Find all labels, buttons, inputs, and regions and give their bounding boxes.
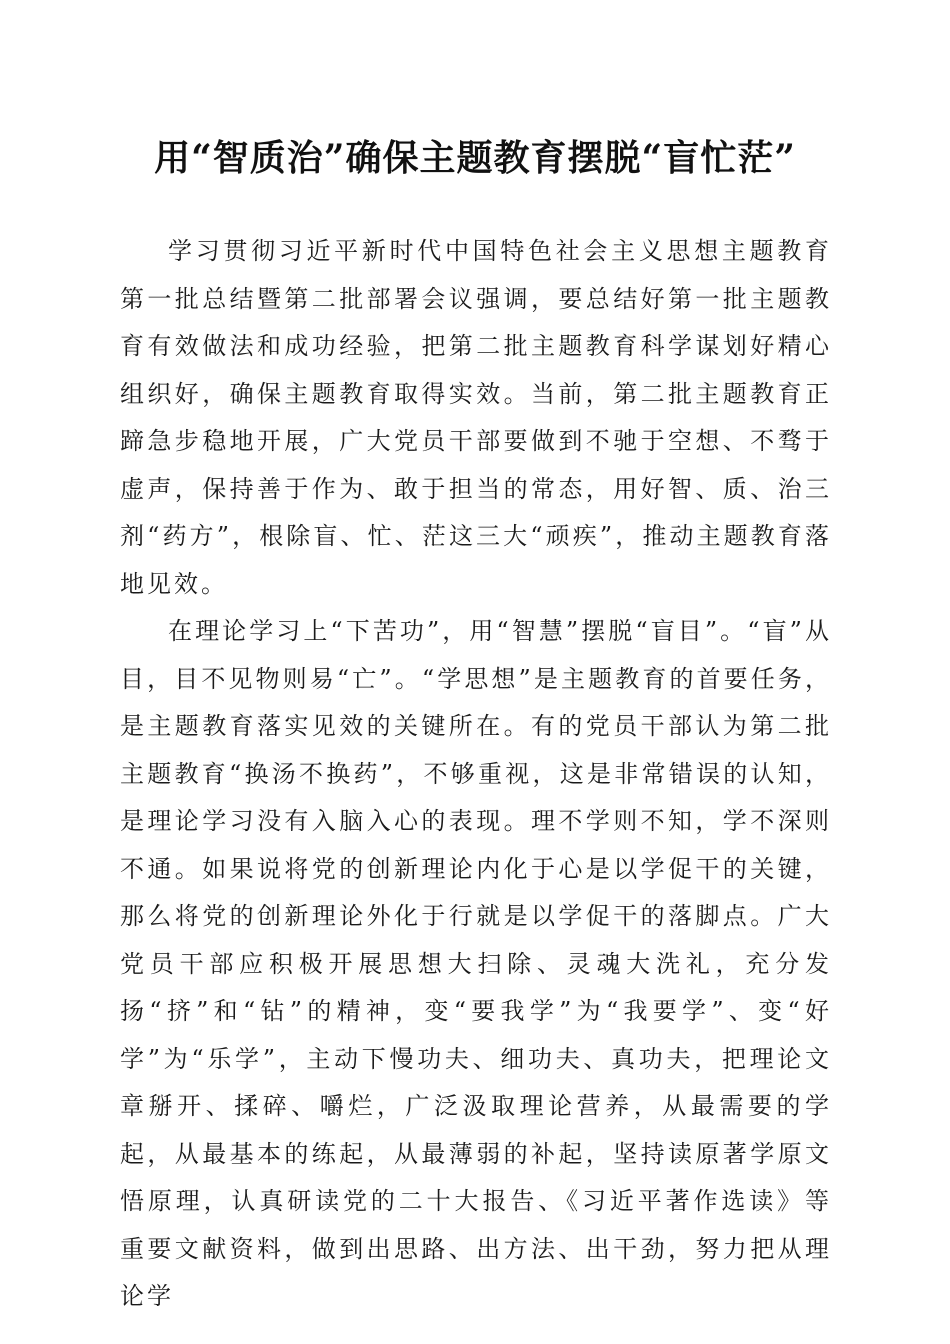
document-title: 用“智质治”确保主题教育摆脱“盲忙茫”	[154, 137, 796, 179]
paragraph-theory-study: 在理论学习上“下苦功”，用“智慧”摆脱“盲目”。“盲”从目，目不见物则易“亡”。“学思想”是主题教育的首要任务，是主题教育落实见效的关键所在。有的党员干部认为第二批主题教育“换汤不换药”，不够重视，这是非常错误的认知，是理论学习没有入脑入心的表现。理不学则不知，学不深则不通。如果说将党的创新理论内化于心是以学促干的关键，那么将党的创新理论外化于行就是以学促干的落脚点。广大党员干部应积极开展思想大扫除、灵魂大洗礼，充分发扬“挤”和“钻”的精神，变“要我学”为“我要学”、变“好学”为“乐学”，主动下慢功夫、细功夫、真功夫，把理论文章掰开、揉碎、嚼烂，广泛汲取理论营养，从最需要的学起，从最基本的练起，从最薄弱的补起，坚持读原著学原文悟原理，认真研读党的二十大报告、《习近平著作选读》等重要文献资料，做到出思路、出方法、出干劲，努力把从理论学	[120, 617, 832, 1310]
document-body	[120, 228, 832, 1321]
paragraph-intro: 学习贯彻习近平新时代中国特色社会主义思想主题教育第一批总结暨第二批部署会议强调，要总结好第一批主题教育有效做法和成功经验，把第二批主题教育科学谋划好精心组织好，确保主题教育取得实效。当前，第二批主题教育正蹄急步稳地开展，广大党员干部要做到不驰于空想、不骛于虚声，保持善于作为、敢于担当的常态，用好智、质、治三剂“药方”，根除盲、忙、茫这三大“顽疾”，推动主题教育落地见效。	[120, 237, 832, 598]
